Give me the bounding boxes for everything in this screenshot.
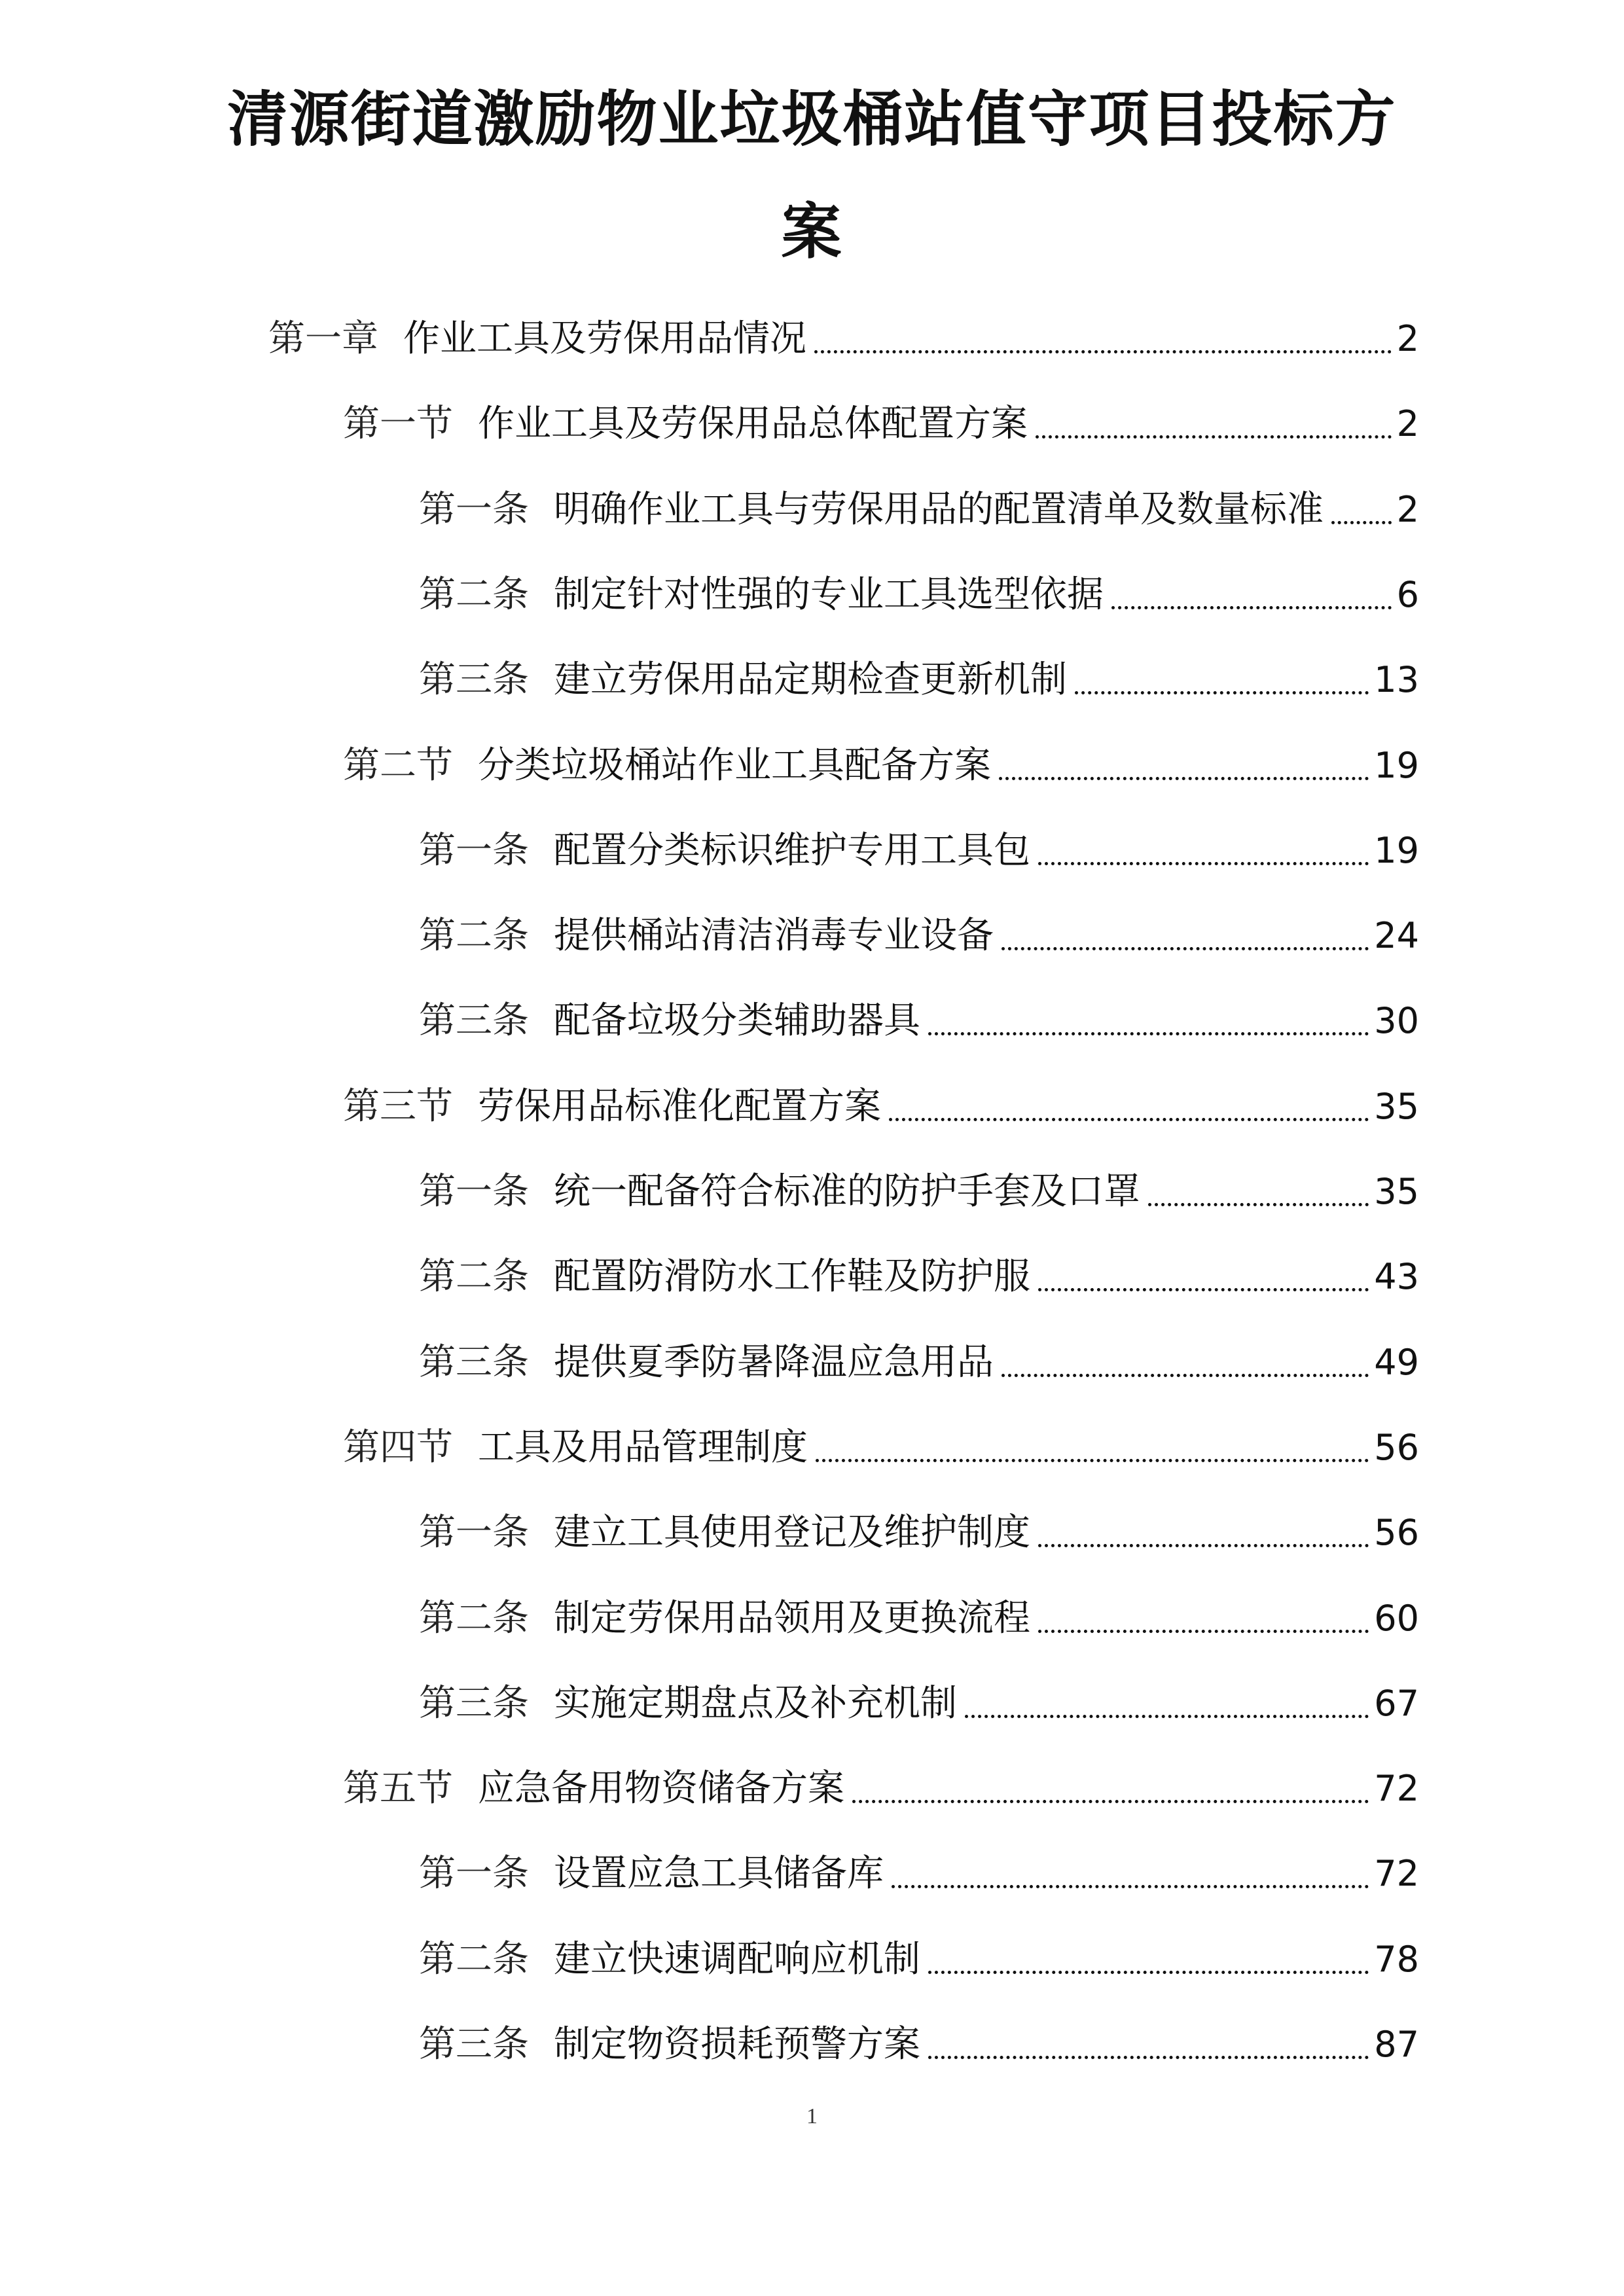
toc-entry[interactable]	[419, 656, 1419, 704]
toc-entry[interactable]	[419, 1680, 1419, 1727]
toc-entry[interactable]	[343, 1424, 1419, 1471]
toc-dot-leader	[1038, 1595, 1369, 1642]
toc-entry-title: 分类垃圾桶站作业工具配备方案	[478, 744, 991, 787]
toc-entry-label: 第二条	[419, 914, 529, 957]
toc-dot-leader	[928, 1936, 1369, 1983]
page-number: 1	[806, 2104, 818, 2128]
toc-entry[interactable]	[268, 315, 1419, 363]
toc-entry[interactable]	[343, 1765, 1419, 1812]
toc-dot-leader	[852, 1765, 1369, 1812]
toc-entry-title: 工具及用品管理制度	[478, 1426, 808, 1469]
toc-entry-label: 第二条	[419, 1597, 529, 1640]
toc-entry[interactable]	[419, 912, 1419, 960]
toc-entry[interactable]	[419, 2021, 1419, 2068]
toc-entry[interactable]	[419, 1253, 1419, 1300]
toc-entry-label: 第一条	[419, 1511, 529, 1554]
toc-entry-label: 第三条	[419, 658, 529, 701]
toc-entry-title: 设置应急工具储备库	[554, 1852, 884, 1895]
toc-entry-title: 统一配备符合标准的防护手套及口罩	[554, 1170, 1140, 1213]
toc-dot-leader	[1111, 571, 1392, 619]
toc-entry-label: 第一条	[419, 1852, 529, 1895]
toc-dot-leader	[814, 315, 1392, 363]
toc-entry[interactable]	[419, 1850, 1419, 1897]
toc-entry-title: 应急备用物资储备方案	[478, 1767, 844, 1810]
toc-entry[interactable]	[343, 1083, 1419, 1130]
toc-entry-title: 配置防滑防水工作鞋及防护服	[554, 1255, 1030, 1298]
toc-entry-page-number: 43	[1374, 1256, 1419, 1297]
toc-dot-leader	[1036, 401, 1392, 448]
toc-entry-title: 明确作业工具与劳保用品的配置清单及数量标准	[554, 488, 1324, 531]
toc-entry-title: 作业工具及劳保用品总体配置方案	[478, 403, 1028, 445]
toc-entry-page-number: 35	[1374, 1171, 1419, 1212]
toc-entry-title: 提供夏季防暑降温应急用品	[554, 1341, 994, 1384]
toc-entry-label: 第二节	[343, 744, 453, 787]
toc-dot-leader	[1038, 1509, 1369, 1556]
toc-entry[interactable]	[419, 827, 1419, 874]
toc-entry-title: 建立快速调配响应机制	[554, 1938, 920, 1981]
toc-entry-label: 第三条	[419, 2023, 529, 2066]
toc-entry-page-number: 67	[1374, 1683, 1419, 1724]
toc-dot-leader	[928, 997, 1369, 1045]
toc-entry-label: 第三条	[419, 1341, 529, 1384]
toc-entry-title: 建立劳保用品定期检查更新机制	[554, 658, 1067, 701]
document-title-line-1: 清源街道激励物业垃圾桶站值守项目投标方	[227, 84, 1397, 154]
toc-entry-label: 第二条	[419, 1255, 529, 1298]
toc-entry-page-number: 2	[1396, 318, 1419, 359]
toc-entry-label: 第二条	[419, 573, 529, 616]
toc-entry-label: 第四节	[343, 1426, 453, 1469]
toc-entry-label: 第一章	[268, 317, 378, 360]
toc-entry-label: 第一节	[343, 403, 453, 445]
toc-entry-title: 实施定期盘点及补充机制	[554, 1682, 957, 1725]
toc-entry-page-number: 6	[1396, 574, 1419, 615]
toc-entry[interactable]	[419, 486, 1419, 533]
toc-entry-page-number: 35	[1374, 1086, 1419, 1127]
toc-dot-leader	[889, 1083, 1369, 1130]
toc-dot-leader	[1038, 827, 1369, 874]
toc-entry-title: 建立工具使用登记及维护制度	[554, 1511, 1030, 1554]
toc-dot-leader	[999, 742, 1369, 789]
toc-entry-page-number: 19	[1374, 745, 1419, 786]
document-title-line-2: 案	[781, 197, 843, 267]
toc-entry[interactable]	[419, 1595, 1419, 1642]
toc-entry-label: 第五节	[343, 1767, 453, 1810]
toc-entry-title: 作业工具及劳保用品情况	[403, 317, 806, 360]
toc-entry-label: 第一条	[419, 829, 529, 872]
toc-entry-title: 提供桶站清洁消毒专业设备	[554, 914, 994, 957]
toc-entry[interactable]	[419, 1936, 1419, 1983]
toc-dot-leader	[1331, 486, 1392, 533]
toc-entry[interactable]	[343, 401, 1419, 448]
toc-entry-label: 第三条	[419, 999, 529, 1042]
toc-entry-title: 配备垃圾分类辅助器具	[554, 999, 920, 1042]
toc-entry-title: 劳保用品标准化配置方案	[478, 1085, 881, 1128]
toc-entry[interactable]	[343, 742, 1419, 789]
toc-dot-leader	[928, 2021, 1369, 2068]
toc-entry-page-number: 24	[1374, 915, 1419, 956]
toc-entry-page-number: 56	[1374, 1512, 1419, 1553]
toc-entry-page-number: 2	[1396, 403, 1419, 444]
toc-dot-leader	[1038, 1253, 1369, 1300]
toc-entry-page-number: 72	[1374, 1853, 1419, 1894]
toc-entry-page-number: 60	[1374, 1598, 1419, 1639]
toc-entry-page-number: 13	[1374, 659, 1419, 700]
toc-dot-leader	[1001, 912, 1369, 960]
toc-dot-leader	[1001, 1339, 1369, 1386]
toc-dot-leader	[1075, 656, 1369, 704]
toc-dot-leader	[816, 1424, 1369, 1471]
toc-entry-title: 制定劳保用品领用及更换流程	[554, 1597, 1030, 1640]
toc-entry-page-number: 30	[1374, 1000, 1419, 1041]
toc-entry[interactable]	[419, 1509, 1419, 1556]
toc-dot-leader	[1148, 1168, 1369, 1215]
toc-entry[interactable]	[419, 571, 1419, 619]
toc-entry-title: 配置分类标识维护专用工具包	[554, 829, 1030, 872]
toc-entry[interactable]	[419, 1168, 1419, 1215]
toc-entry-label: 第三节	[343, 1085, 453, 1128]
toc-entry-page-number: 49	[1374, 1342, 1419, 1383]
toc-entry-label: 第一条	[419, 488, 529, 531]
toc-entry-page-number: 19	[1374, 830, 1419, 871]
toc-dot-leader	[892, 1850, 1369, 1897]
toc-entry-page-number: 87	[1374, 2024, 1419, 2065]
toc-entry-label: 第二条	[419, 1938, 529, 1981]
toc-entry[interactable]	[419, 997, 1419, 1045]
toc-entry-label: 第一条	[419, 1170, 529, 1213]
toc-entry-title: 制定物资损耗预警方案	[554, 2023, 920, 2066]
toc-dot-leader	[965, 1680, 1369, 1727]
toc-entry-page-number: 56	[1374, 1427, 1419, 1468]
toc-entry-page-number: 72	[1374, 1768, 1419, 1809]
toc-entry-page-number: 2	[1396, 489, 1419, 530]
toc-entry-page-number: 78	[1374, 1939, 1419, 1980]
toc-entry-title: 制定针对性强的专业工具选型依据	[554, 573, 1104, 616]
toc-entry[interactable]	[419, 1339, 1419, 1386]
toc-entry-label: 第三条	[419, 1682, 529, 1725]
